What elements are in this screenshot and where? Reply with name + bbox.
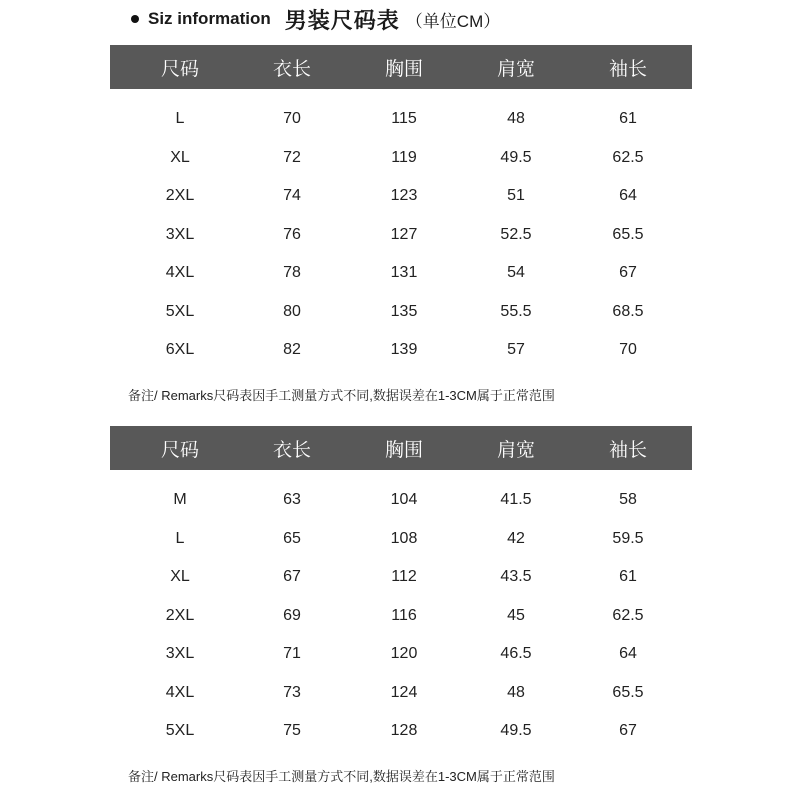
cell-chest: 123 [390, 187, 418, 205]
cell-length: 67 [283, 568, 301, 586]
title-unit: （单位CM） [405, 11, 501, 31]
cell-size: 4XL [165, 683, 195, 701]
column-header-sleeve: 袖长 [608, 439, 647, 461]
cell-size: M [173, 491, 187, 509]
cell-sleeve: 68.5 [612, 302, 644, 320]
cell-sleeve: 62.5 [612, 148, 644, 166]
table-row [110, 139, 692, 178]
cell-chest: 112 [391, 568, 417, 586]
table-body [110, 470, 692, 751]
cell-chest: 139 [390, 341, 418, 359]
table-row [110, 597, 692, 636]
cell-length: 74 [283, 187, 301, 205]
cell-length: 71 [283, 645, 301, 663]
column-header-sleeve: 袖长 [608, 58, 647, 80]
table-row [110, 481, 692, 520]
table-row [110, 177, 692, 216]
table-body [110, 89, 692, 370]
cell-length: 63 [283, 491, 301, 509]
table-row [110, 674, 692, 713]
size-table-2 [110, 426, 692, 751]
cell-length: 65 [283, 529, 301, 547]
cell-sleeve: 65.5 [612, 683, 644, 701]
cell-chest: 108 [390, 529, 418, 547]
cell-size: 4XL [165, 264, 195, 282]
cell-sleeve: 61 [619, 568, 637, 586]
page-title [131, 4, 500, 34]
size-table-1 [110, 45, 692, 370]
cell-size: 5XL [165, 302, 195, 320]
table-row [110, 254, 692, 293]
column-header-size: 尺码 [160, 439, 199, 461]
table-row [110, 520, 692, 559]
cell-size: L [175, 529, 185, 547]
table-row [110, 293, 692, 332]
cell-shoulder: 54 [507, 264, 525, 282]
cell-size: 6XL [165, 341, 195, 359]
cell-size: XL [170, 568, 190, 586]
cell-shoulder: 43.5 [500, 568, 532, 586]
cell-chest: 116 [391, 606, 417, 624]
column-header-chest: 胸围 [384, 439, 423, 461]
cell-length: 73 [283, 683, 301, 701]
cell-size: 2XL [165, 187, 195, 205]
cell-shoulder: 41.5 [500, 491, 532, 509]
cell-sleeve: 61 [619, 110, 637, 128]
table-row [110, 216, 692, 255]
cell-length: 82 [283, 341, 301, 359]
title-english: Siz information [148, 9, 271, 28]
cell-length: 75 [283, 722, 301, 740]
cell-shoulder: 49.5 [500, 722, 532, 740]
column-header-chest: 胸围 [384, 58, 423, 80]
column-header-length: 衣长 [272, 58, 311, 80]
cell-shoulder: 51 [507, 187, 525, 205]
cell-sleeve: 64 [619, 645, 637, 663]
cell-length: 80 [283, 302, 301, 320]
column-header-shoulder: 肩宽 [496, 58, 535, 80]
cell-shoulder: 45 [507, 606, 525, 624]
cell-size: 2XL [165, 606, 195, 624]
cell-shoulder: 49.5 [500, 148, 532, 166]
cell-length: 76 [283, 225, 301, 243]
table-header [110, 426, 692, 470]
title-chinese: 男装尺码表 [284, 7, 400, 33]
cell-length: 72 [283, 148, 301, 166]
remarks-note-2: 备注/ Remarks尺码表因手工测量方式不同,数据误差在1-3CM属于正常范围 [128, 769, 555, 784]
cell-chest: 119 [391, 148, 417, 166]
cell-length: 69 [283, 606, 301, 624]
cell-shoulder: 48 [507, 683, 525, 701]
cell-sleeve: 58 [619, 491, 637, 509]
cell-sleeve: 65.5 [612, 225, 644, 243]
cell-size: XL [170, 148, 190, 166]
cell-sleeve: 59.5 [612, 529, 644, 547]
column-header-shoulder: 肩宽 [496, 439, 535, 461]
cell-sleeve: 64 [619, 187, 637, 205]
cell-sleeve: 62.5 [612, 606, 644, 624]
cell-sleeve: 67 [619, 722, 637, 740]
column-header-size: 尺码 [160, 58, 199, 80]
cell-sleeve: 70 [619, 341, 637, 359]
column-header-length: 衣长 [272, 439, 311, 461]
cell-chest: 128 [390, 722, 418, 740]
cell-shoulder: 42 [507, 529, 525, 547]
cell-chest: 131 [390, 264, 418, 282]
cell-length: 78 [283, 264, 301, 282]
cell-size: 5XL [165, 722, 195, 740]
cell-shoulder: 55.5 [500, 302, 532, 320]
cell-chest: 104 [390, 491, 418, 509]
cell-chest: 127 [390, 225, 418, 243]
table-row [110, 635, 692, 674]
cell-length: 70 [283, 110, 301, 128]
table-row [110, 712, 692, 751]
table-header [110, 45, 692, 89]
cell-shoulder: 46.5 [500, 645, 532, 663]
cell-sleeve: 67 [619, 264, 637, 282]
table-row [110, 331, 692, 370]
cell-shoulder: 52.5 [500, 225, 532, 243]
table-row [110, 558, 692, 597]
bullet-icon [131, 15, 139, 23]
cell-size: 3XL [165, 225, 195, 243]
cell-size: L [175, 110, 185, 128]
cell-chest: 120 [390, 645, 418, 663]
cell-shoulder: 48 [507, 110, 525, 128]
cell-chest: 124 [390, 683, 418, 701]
cell-size: 3XL [165, 645, 195, 663]
table-row [110, 100, 692, 139]
remarks-note-1: 备注/ Remarks尺码表因手工测量方式不同,数据误差在1-3CM属于正常范围 [128, 388, 555, 403]
cell-chest: 135 [390, 302, 418, 320]
cell-shoulder: 57 [507, 341, 525, 359]
cell-chest: 115 [391, 110, 417, 128]
